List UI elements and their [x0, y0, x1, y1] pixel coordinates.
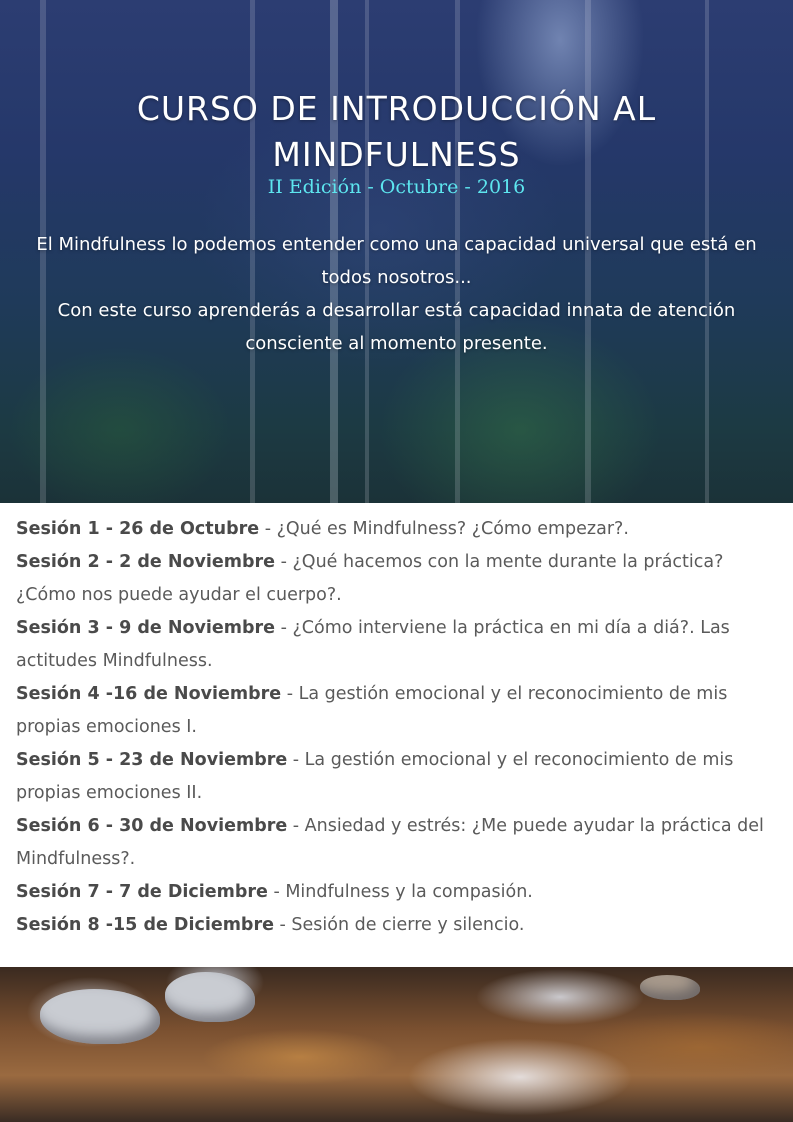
course-description	[18, 228, 775, 360]
session-topic: - La gestión emocional y el reconocimiento de mis propias emociones I.	[16, 684, 728, 737]
session-heading: Sesión 3 - 9 de Noviembre	[16, 618, 276, 638]
session-topic: - ¿Qué hacemos con la mente durante la práctica? ¿Cómo nos puede ayudar el cuerpo?.	[16, 552, 724, 605]
session-item-3	[16, 612, 781, 678]
session-item-4	[16, 678, 781, 744]
description-paragraph-1: El Mindfulness lo podemos entender como una capacidad universal que está en todos nosotros...	[36, 234, 757, 288]
rock	[40, 989, 160, 1044]
river-rocks-image	[0, 967, 793, 1122]
session-topic: - ¿Qué es Mindfulness? ¿Cómo empezar?.	[259, 519, 629, 539]
session-item-8	[16, 909, 781, 942]
edition-subtitle: II Edición - Octubre - 2016	[267, 176, 526, 198]
session-heading: Sesión 1 - 26 de Octubre	[16, 519, 260, 539]
session-item-7	[16, 876, 781, 909]
session-topic: - ¿Cómo interviene la práctica en mi día a diá?. Las actitudes Mindfulness.	[16, 618, 730, 671]
session-item-2	[16, 546, 781, 612]
session-heading: Sesión 7 - 7 de Diciembre	[16, 882, 268, 902]
session-topic: - Sesión de cierre y silencio.	[273, 915, 525, 935]
session-heading: Sesión 5 - 23 de Noviembre	[16, 750, 288, 770]
course-title-line-1: CURSO DE INTRODUCCIÓN AL	[136, 89, 657, 128]
session-heading: Sesión 8 -15 de Diciembre	[16, 915, 274, 935]
rock	[165, 972, 255, 1022]
session-list	[16, 513, 781, 942]
hero-forest-banner	[0, 0, 793, 503]
session-topic: - La gestión emocional y el reconocimiento de mis propias emociones II.	[16, 750, 734, 803]
course-title-line-2: MINDFULNESS	[272, 135, 521, 174]
course-title	[0, 86, 793, 178]
session-item-1	[16, 513, 781, 546]
session-item-6	[16, 810, 781, 876]
session-item-5	[16, 744, 781, 810]
session-heading: Sesión 2 - 2 de Noviembre	[16, 552, 276, 572]
session-topic: - Mindfulness y la compasión.	[267, 882, 533, 902]
description-paragraph-2: Con este curso aprenderás a desarrollar está capacidad innata de atención consciente al momento presente.	[57, 300, 736, 354]
session-heading: Sesión 4 -16 de Noviembre	[16, 684, 282, 704]
rock	[640, 975, 700, 1000]
session-heading: Sesión 6 - 30 de Noviembre	[16, 816, 288, 836]
session-topic: - Ansiedad y estrés: ¿Me puede ayudar la práctica del Mindfulness?.	[16, 816, 764, 869]
